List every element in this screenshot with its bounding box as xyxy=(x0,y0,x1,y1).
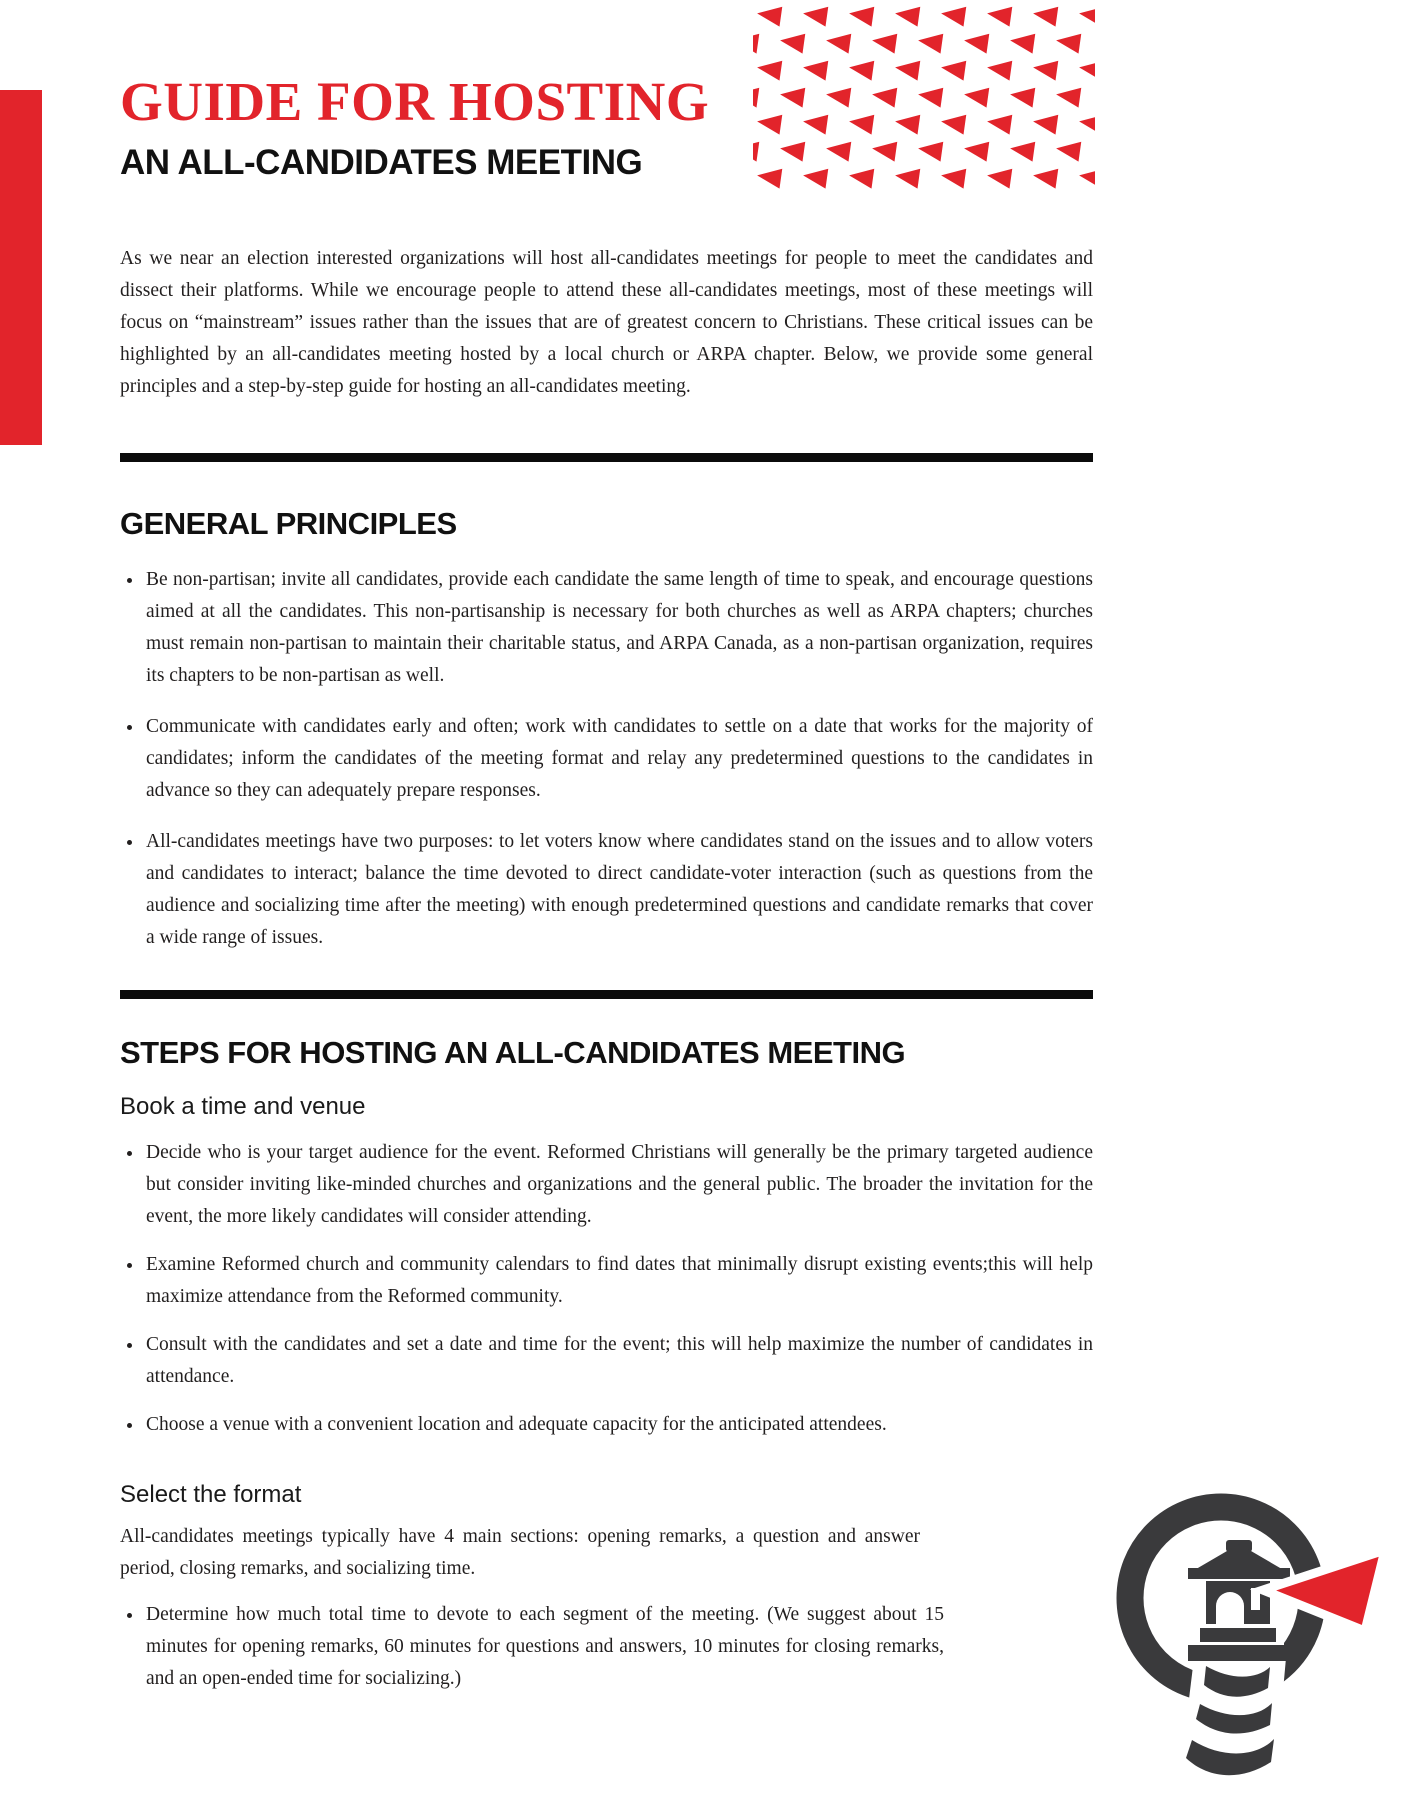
list-item: • Be non-partisan; invite all candidates, provide each candidate the same length of time to speak, and encourage questions aimed at all the candidates. This non-partisanship is necessary for both churches as well as ARPA chapters; churches must remain non-partisan to maintain their charitable status, and ARPA Canada, as a non-partisan organization, requires its chapters to be non-partisan as well. xyxy=(144,564,1093,692)
select-format-intro: All-candidates meetings typically have 4 main sections: opening remarks, a question and answer period, closing remarks, and socializing time. xyxy=(120,1526,920,1579)
red-accent-bar xyxy=(0,90,42,445)
list-item: • Consult with the candidates and set a date and time for the event; this will help maximize the number of candidates in attendance. xyxy=(144,1329,1093,1393)
general-principles-list xyxy=(120,564,1093,954)
select-format-list xyxy=(120,1599,944,1695)
list-item: • Decide who is your target audience for the event. Reformed Christians will generally be the primary targeted audience but consider inviting like-minded churches and organizations and the general public. The broader the invitation for the event, the more likely candidates will consider attending. xyxy=(144,1137,1093,1233)
list-item: • All-candidates meetings have two purposes: to let voters know where candidates stand on the issues and to allow voters and candidates to interact; balance the time devoted to direct candidate-voter interaction (such as questions from the audience and socializing time after the meeting) with enough predetermined questions and candidate remarks that cover a wide range of issues. xyxy=(144,826,1093,954)
book-time-venue-list xyxy=(120,1137,1093,1441)
page-subtitle: AN ALL-CANDIDATES MEETING xyxy=(120,143,643,182)
general-principles-heading: GENERAL PRINCIPLES xyxy=(120,506,457,541)
steps-heading: STEPS FOR HOSTING AN ALL-CANDIDATES MEETING xyxy=(120,1035,906,1070)
lighthouse-logo xyxy=(1088,1478,1402,1814)
section-divider xyxy=(120,453,1093,462)
page-title: GUIDE FOR HOSTING xyxy=(120,71,710,132)
intro-paragraph: As we near an election interested organizations will host all-candidates meetings for people to meet the candidates and dissect their platforms. While we encourage people to attend these all-candidates meetings, most of these meetings will focus on “mainstream” issues rather than the issues that are of greatest concern to Christians. These critical issues can be highlighted by an all-candidates meeting hosted by a local church or ARPA chapter. Below, we provide some general principles and a step-by-step guide for hosting an all-candidates meeting. xyxy=(120,248,1093,397)
document-header xyxy=(120,71,710,182)
triangle-pattern-icon xyxy=(753,4,1095,190)
book-time-venue-subheading: Book a time and venue xyxy=(120,1093,366,1120)
section-divider xyxy=(120,990,1093,999)
red-arrow-icon xyxy=(1263,1550,1385,1631)
list-item: • Examine Reformed church and community calendars to find dates that minimally disrupt existing events;this will help maximize attendance from the Reformed community. xyxy=(144,1249,1093,1313)
list-item: • Choose a venue with a convenient location and adequate capacity for the anticipated attendees. xyxy=(144,1409,1093,1441)
list-item: • Communicate with candidates early and often; work with candidates to settle on a date that works for the majority of candidates; inform the candidates of the meeting format and relay any predetermined questions to the candidates in advance so they can adequately prepare responses. xyxy=(144,711,1093,807)
document-body xyxy=(120,243,1093,1695)
list-item: • Determine how much total time to devote to each segment of the meeting. (We suggest about 15 minutes for opening remarks, 60 minutes for questions and answers, 10 minutes for closing remarks, and an open-ended time for socializing.) xyxy=(144,1599,944,1695)
select-format-subheading: Select the format xyxy=(120,1481,302,1508)
